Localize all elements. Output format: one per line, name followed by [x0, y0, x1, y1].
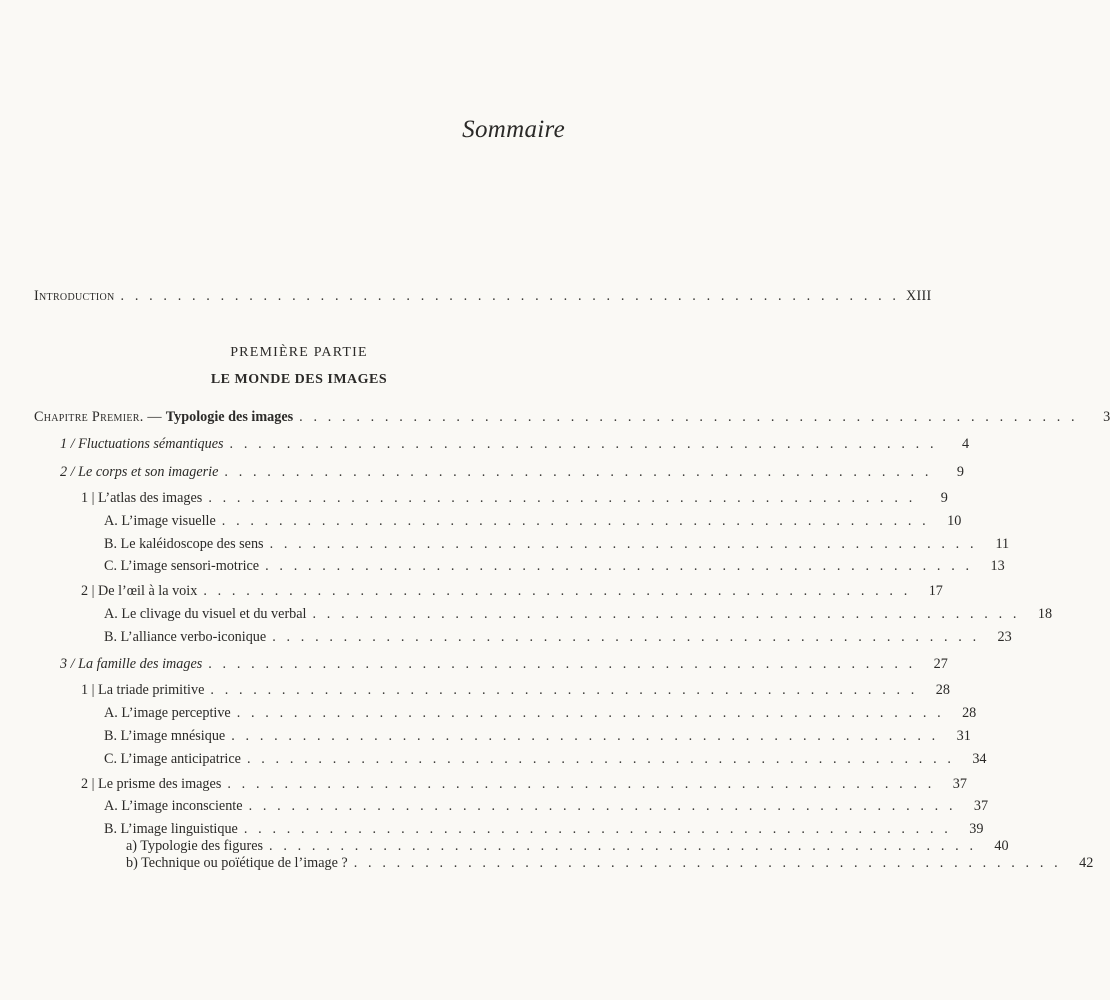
toc-page: 17 [928, 583, 943, 599]
toc-label: A. L’image visuelle [104, 513, 216, 529]
toc-page: 28 [935, 682, 950, 698]
toc-entry [104, 536, 1010, 552]
toc-entry [126, 838, 1009, 854]
toc-page: XIII [905, 288, 932, 304]
dot-leader: . . . . . . . . . . . . . . . . . . . . . . . . . . . . . . . . . . . . . . . . . . . . . . . . . . [353, 855, 1062, 871]
dot-leader: . . . . . . . . . . . . . . . . . . . . . . . . . . . . . . . . . . . . . . . . . . . . . . . . . . [227, 776, 935, 792]
toc-entry [126, 855, 1094, 871]
dot-leader: . . . . . . . . . . . . . . . . . . . . . . . . . . . . . . . . . . . . . . . . . . . . . . . . . . [272, 629, 980, 645]
dot-leader: . . . . . . . . . . . . . . . . . . . . . . . . . . . . . . . . . . . . . . . . . . . . . . . . . . . . . . . [120, 288, 900, 304]
toc-page: 39 [969, 821, 984, 837]
toc-entry [104, 606, 1053, 622]
toc-entry-chapter [34, 409, 1110, 425]
toc-label: C. L’image anticipatrice [104, 751, 241, 767]
toc-label: B. L’alliance verbo-iconique [104, 629, 267, 645]
toc-label: 2 / Le corps et son imagerie [60, 464, 219, 480]
toc-page: 11 [995, 536, 1010, 552]
toc-entry [60, 656, 948, 672]
dot-leader: . . . . . . . . . . . . . . . . . . . . . . . . . . . . . . . . . . . . . . . . . . . . . . . . . . . . . . . [299, 409, 1079, 425]
part-label: PREMIÈRE PARTIE [230, 345, 368, 360]
toc-label: C. L’image sensori-motrice [104, 558, 260, 574]
toc-label: A. L’image perceptive [104, 705, 231, 721]
toc-label: B. Le kaléidoscope des sens [104, 536, 264, 552]
toc-entry [104, 728, 971, 744]
toc-page: 28 [962, 705, 977, 721]
dot-leader: . . . . . . . . . . . . . . . . . . . . . . . . . . . . . . . . . . . . . . . . . . . . . . . . . . [236, 705, 945, 721]
dot-leader: . . . . . . . . . . . . . . . . . . . . . . . . . . . . . . . . . . . . . . . . . . . . . . . . . . [248, 798, 957, 814]
toc-page: 40 [994, 838, 1009, 854]
toc-page: 42 [1079, 855, 1094, 871]
toc-label [34, 410, 293, 424]
toc-page: 34 [972, 751, 987, 767]
toc-page: 18 [1037, 606, 1053, 622]
dot-leader: . . . . . . . . . . . . . . . . . . . . . . . . . . . . . . . . . . . . . . . . . . . . . . . . . . [210, 682, 918, 698]
toc-entry [104, 751, 987, 767]
toc-label: A. Le clivage du visuel et du verbal [104, 606, 307, 622]
toc-label: b) Technique ou poïétique de l’image ? [126, 855, 348, 871]
dot-leader: . . . . . . . . . . . . . . . . . . . . . . . . . . . . . . . . . . . . . . . . . . . . . . . . . . [231, 728, 939, 744]
dot-leader: . . . . . . . . . . . . . . . . . . . . . . . . . . . . . . . . . . . . . . . . . . . . . . . . . . [229, 436, 938, 452]
dot-leader: . . . . . . . . . . . . . . . . . . . . . . . . . . . . . . . . . . . . . . . . . . . . . . . . . . [265, 558, 973, 574]
dot-leader: . . . . . . . . . . . . . . . . . . . . . . . . . . . . . . . . . . . . . . . . . . . . . . . . . . [208, 490, 916, 506]
toc-label: 1 / Fluctuations sémantiques [60, 436, 224, 452]
dot-leader: . . . . . . . . . . . . . . . . . . . . . . . . . . . . . . . . . . . . . . . . . . . . . . . . . . [312, 606, 1021, 622]
toc-label: 1 | L’atlas des images [81, 490, 203, 506]
toc-label: A. L’image inconsciente [104, 798, 243, 814]
toc-page: 10 [947, 513, 962, 529]
dot-leader: . . . . . . . . . . . . . . . . . . . . . . . . . . . . . . . . . . . . . . . . . . . . . . . . . . [203, 583, 911, 599]
chapter-prefix: Chapitre Premier. — [34, 409, 166, 425]
dot-leader: . . . . . . . . . . . . . . . . . . . . . . . . . . . . . . . . . . . . . . . . . . . . . . . . . . [269, 838, 977, 854]
toc-entry [60, 464, 964, 480]
toc-entry [104, 798, 989, 814]
toc-entry [81, 583, 943, 599]
chapter-title: Typologie des images [165, 409, 294, 425]
dot-leader: . . . . . . . . . . . . . . . . . . . . . . . . . . . . . . . . . . . . . . . . . . . . . . . . . . [224, 464, 932, 480]
toc-label: 2 | De l’œil à la voix [81, 583, 198, 599]
toc-page: 9 [956, 464, 964, 480]
toc-label: 2 | Le prisme des images [81, 776, 222, 792]
toc-entry [104, 821, 984, 837]
part-name: LE MONDE DES IMAGES [210, 372, 388, 387]
toc-entry [104, 705, 977, 721]
toc-label: Introduction [34, 288, 115, 304]
toc-entry [81, 490, 948, 506]
toc-page: 13 [990, 558, 1005, 574]
toc-page: 4 [962, 436, 970, 452]
dot-leader: . . . . . . . . . . . . . . . . . . . . . . . . . . . . . . . . . . . . . . . . . . . . . . . . . . [246, 751, 955, 767]
toc-page: 27 [933, 656, 948, 672]
toc-page: 31 [956, 728, 971, 744]
toc-page: 9 [940, 490, 948, 506]
toc-page: 37 [952, 776, 967, 792]
toc-label: a) Typologie des figures [126, 838, 264, 854]
page-title: Sommaire [462, 116, 565, 143]
toc-label: 3 / La famille des images [60, 656, 203, 672]
toc-label: B. L’image linguistique [104, 821, 238, 837]
toc-page: 23 [997, 629, 1012, 645]
toc-entry [60, 436, 970, 452]
toc-page: 37 [973, 798, 989, 814]
dot-leader: . . . . . . . . . . . . . . . . . . . . . . . . . . . . . . . . . . . . . . . . . . . . . . . . . . [243, 821, 952, 837]
toc-label: 1 | La triade primitive [81, 682, 205, 698]
dot-leader: . . . . . . . . . . . . . . . . . . . . . . . . . . . . . . . . . . . . . . . . . . . . . . . . . . [208, 656, 916, 672]
toc-entry [104, 629, 1012, 645]
toc-label: B. L’image mnésique [104, 728, 226, 744]
toc-entry-introduction [34, 288, 932, 304]
toc-entry [81, 776, 967, 792]
toc-entry [104, 513, 962, 529]
dot-leader: . . . . . . . . . . . . . . . . . . . . . . . . . . . . . . . . . . . . . . . . . . . . . . . . . . [221, 513, 930, 529]
toc-page: 3 [1103, 409, 1110, 425]
toc-entry [81, 682, 950, 698]
toc-entry [104, 558, 1005, 574]
dot-leader: . . . . . . . . . . . . . . . . . . . . . . . . . . . . . . . . . . . . . . . . . . . . . . . . . . [269, 536, 978, 552]
